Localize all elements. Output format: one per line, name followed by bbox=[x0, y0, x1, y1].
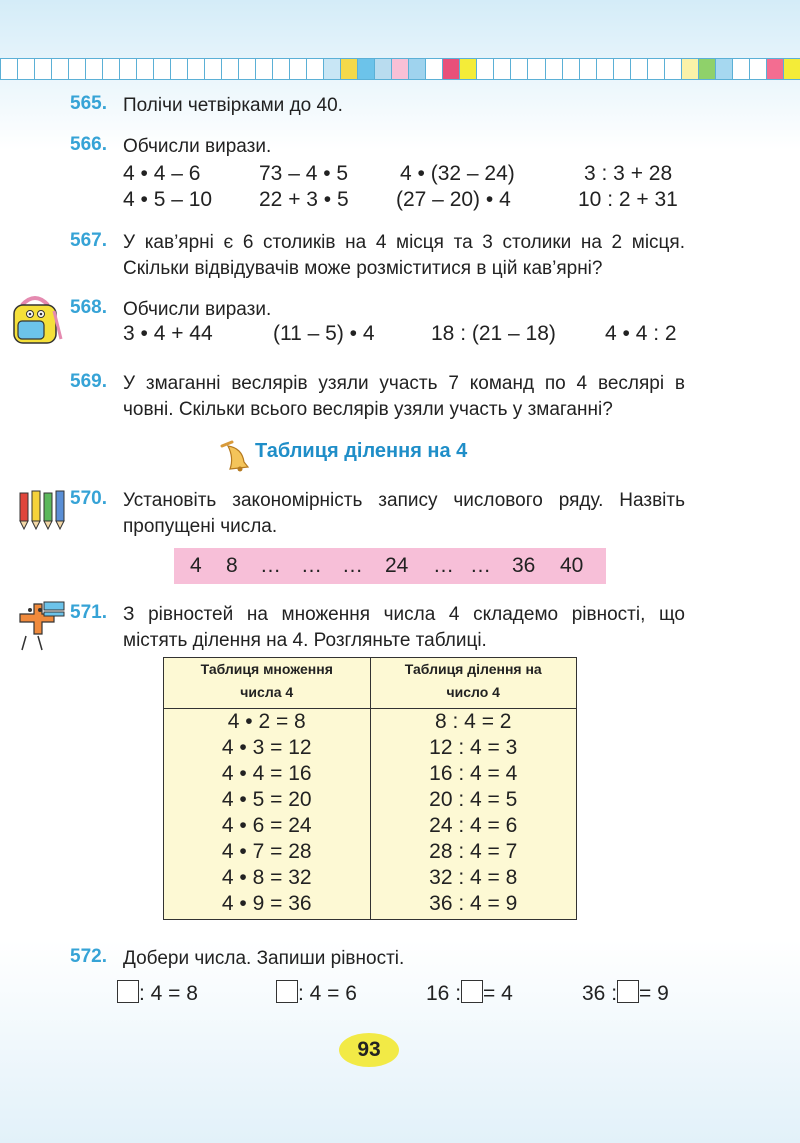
math-signs-icon bbox=[10, 600, 68, 663]
exercise-number: 566. bbox=[70, 134, 107, 155]
exercise-number: 570. bbox=[70, 488, 107, 509]
answer-box[interactable] bbox=[461, 980, 483, 1003]
table-row: 32 : 4 = 8 bbox=[429, 866, 518, 889]
expression: 4 • 5 – 10 bbox=[123, 188, 213, 211]
table-row: 4 • 7 = 28 bbox=[221, 840, 312, 863]
strip-cell bbox=[749, 58, 768, 80]
exercise-number: 568. bbox=[70, 297, 107, 318]
header-line: Таблиця ділення на bbox=[404, 661, 542, 677]
strip-cell bbox=[664, 58, 683, 80]
answer-box[interactable] bbox=[617, 980, 639, 1003]
strip-cell bbox=[425, 58, 444, 80]
equation-text: 36 : bbox=[582, 982, 618, 1005]
expression: 22 + 3 • 5 bbox=[259, 188, 349, 211]
expression: 10 : 2 + 31 bbox=[578, 188, 678, 211]
strip-cell bbox=[459, 58, 478, 80]
table-row: 4 • 2 = 8 bbox=[227, 710, 306, 733]
sequence-item: 4 bbox=[190, 554, 202, 577]
strip-cell bbox=[408, 58, 427, 80]
table-row: 20 : 4 = 5 bbox=[429, 788, 518, 811]
strip-cell bbox=[476, 58, 495, 80]
strip-cell bbox=[783, 58, 800, 80]
strip-cell bbox=[68, 58, 87, 80]
table-header-multiplication bbox=[164, 658, 371, 709]
division-column bbox=[370, 709, 577, 920]
strip-cell bbox=[51, 58, 70, 80]
strip-cell bbox=[510, 58, 529, 80]
strip-cell bbox=[238, 58, 257, 80]
strip-cell bbox=[170, 58, 189, 80]
table-row: 24 : 4 = 6 bbox=[429, 814, 518, 837]
expression: 4 • 4 : 2 bbox=[605, 322, 677, 345]
table-row: 4 • 9 = 36 bbox=[221, 892, 312, 915]
expression: (27 – 20) • 4 bbox=[396, 188, 511, 211]
expression: 4 • (32 – 24) bbox=[400, 162, 515, 185]
strip-cell bbox=[357, 58, 376, 80]
exercise-number: 567. bbox=[70, 230, 107, 251]
header-line: числа 4 bbox=[240, 684, 294, 700]
multiplication-column bbox=[164, 709, 371, 920]
strip-cell bbox=[596, 58, 615, 80]
table-row: 8 : 4 = 2 bbox=[435, 710, 512, 733]
table-row: 4 • 5 = 20 bbox=[221, 788, 312, 811]
pencils-icon bbox=[14, 487, 70, 536]
expression: (11 – 5) • 4 bbox=[273, 322, 375, 345]
sequence-item: 24 bbox=[385, 554, 409, 577]
sequence-item: … bbox=[301, 554, 322, 577]
table-row: 12 : 4 = 3 bbox=[429, 736, 518, 759]
strip-cell bbox=[391, 58, 410, 80]
strip-cell bbox=[306, 58, 325, 80]
answer-box[interactable] bbox=[117, 980, 139, 1003]
table-row: 16 : 4 = 4 bbox=[429, 762, 518, 785]
strip-cell bbox=[136, 58, 155, 80]
exercise-text: Добери числа. Запиши рівності. bbox=[123, 948, 405, 969]
strip-cell bbox=[289, 58, 308, 80]
sequence-item: 8 bbox=[226, 554, 238, 577]
strip-cell bbox=[766, 58, 785, 80]
strip-cell bbox=[221, 58, 240, 80]
exercise-text: У змаганні веслярів узяли участь 7 команд по 4 веслярі в човні. Скільки всього веслярів узяли участь у змаганні? bbox=[123, 373, 685, 420]
table-row: 4 • 3 = 12 bbox=[221, 736, 312, 759]
header-line: число 4 bbox=[446, 684, 500, 700]
table-row: 4 • 8 = 32 bbox=[221, 866, 312, 889]
table-row: 28 : 4 = 7 bbox=[429, 840, 518, 863]
strip-cell bbox=[681, 58, 700, 80]
strip-cell bbox=[698, 58, 717, 80]
section-heading: Таблиця ділення на 4 bbox=[255, 440, 468, 462]
exercise-text: У кав’ярні є 6 столиків на 4 місця та 3 столики на 2 місця. Скільки відвідувачів може розміститися в цій кав’ярні? bbox=[123, 232, 685, 279]
exercise-text: З рівностей на множення числа 4 складемо рівності, що містять ділення на 4. Розгляньте таблиці. bbox=[123, 604, 685, 651]
expression: 73 – 4 • 5 bbox=[259, 162, 349, 185]
sequence-item: 36 bbox=[512, 554, 536, 577]
strip-cell bbox=[0, 58, 19, 80]
page-number: 93 bbox=[339, 1033, 399, 1067]
fill-in-equation bbox=[117, 980, 198, 1006]
exercise-text: Полічи четвірками до 40. bbox=[123, 95, 343, 116]
strip-cell bbox=[85, 58, 104, 80]
fill-in-equation bbox=[276, 980, 357, 1006]
expression: 3 • 4 + 44 bbox=[123, 322, 213, 345]
number-sequence bbox=[174, 548, 606, 584]
strip-cell bbox=[204, 58, 223, 80]
sequence-item: … bbox=[342, 554, 363, 577]
decorative-strip bbox=[0, 58, 800, 80]
table-row: 4 • 4 = 16 bbox=[221, 762, 312, 785]
strip-cell bbox=[17, 58, 36, 80]
equation-text: = 9 bbox=[639, 982, 669, 1005]
equation-text: = 4 bbox=[483, 982, 513, 1005]
expression: 3 : 3 + 28 bbox=[584, 162, 673, 185]
sequence-item: … bbox=[433, 554, 454, 577]
strip-cell bbox=[579, 58, 598, 80]
table-row: 4 • 6 = 24 bbox=[221, 814, 312, 837]
strip-cell bbox=[613, 58, 632, 80]
sequence-item: … bbox=[260, 554, 281, 577]
expression: 18 : (21 – 18) bbox=[431, 322, 556, 345]
table-header-division bbox=[370, 658, 577, 709]
strip-cell bbox=[272, 58, 291, 80]
strip-cell bbox=[119, 58, 138, 80]
strip-cell bbox=[102, 58, 121, 80]
equation-text: : 4 = 8 bbox=[139, 982, 198, 1005]
strip-cell bbox=[34, 58, 53, 80]
exercise-text: Установіть закономірність запису числового ряду. Назвіть пропущені числа. bbox=[123, 490, 685, 537]
strip-cell bbox=[323, 58, 342, 80]
strip-cell bbox=[647, 58, 666, 80]
strip-cell bbox=[493, 58, 512, 80]
strip-cell bbox=[630, 58, 649, 80]
strip-cell bbox=[527, 58, 546, 80]
exercise-text: Обчисли вирази. bbox=[123, 136, 272, 157]
strip-cell bbox=[340, 58, 359, 80]
answer-box[interactable] bbox=[276, 980, 298, 1003]
strip-cell bbox=[255, 58, 274, 80]
exercise-number: 572. bbox=[70, 946, 107, 967]
strip-cell bbox=[562, 58, 581, 80]
strip-cell bbox=[187, 58, 206, 80]
equation-text: 16 : bbox=[426, 982, 462, 1005]
division-table bbox=[163, 657, 577, 920]
table-row: 36 : 4 = 9 bbox=[429, 892, 518, 915]
strip-cell bbox=[732, 58, 751, 80]
sequence-item: 40 bbox=[560, 554, 584, 577]
exercise-number: 571. bbox=[70, 602, 107, 623]
strip-cell bbox=[715, 58, 734, 80]
fill-in-equation bbox=[582, 980, 669, 1006]
strip-cell bbox=[374, 58, 393, 80]
strip-cell bbox=[153, 58, 172, 80]
fill-in-equation bbox=[426, 980, 513, 1006]
equation-text: : 4 = 6 bbox=[298, 982, 357, 1005]
strip-cell bbox=[545, 58, 564, 80]
sequence-item: … bbox=[470, 554, 491, 577]
bell-icon bbox=[218, 438, 252, 477]
exercise-number: 569. bbox=[70, 371, 107, 392]
header-line: Таблиця множення bbox=[200, 661, 333, 677]
expression: 4 • 4 – 6 bbox=[123, 162, 201, 185]
exercise-number: 565. bbox=[70, 93, 107, 114]
exercise-text: Обчисли вирази. bbox=[123, 299, 272, 320]
strip-cell bbox=[442, 58, 461, 80]
backpack-icon bbox=[8, 295, 63, 352]
